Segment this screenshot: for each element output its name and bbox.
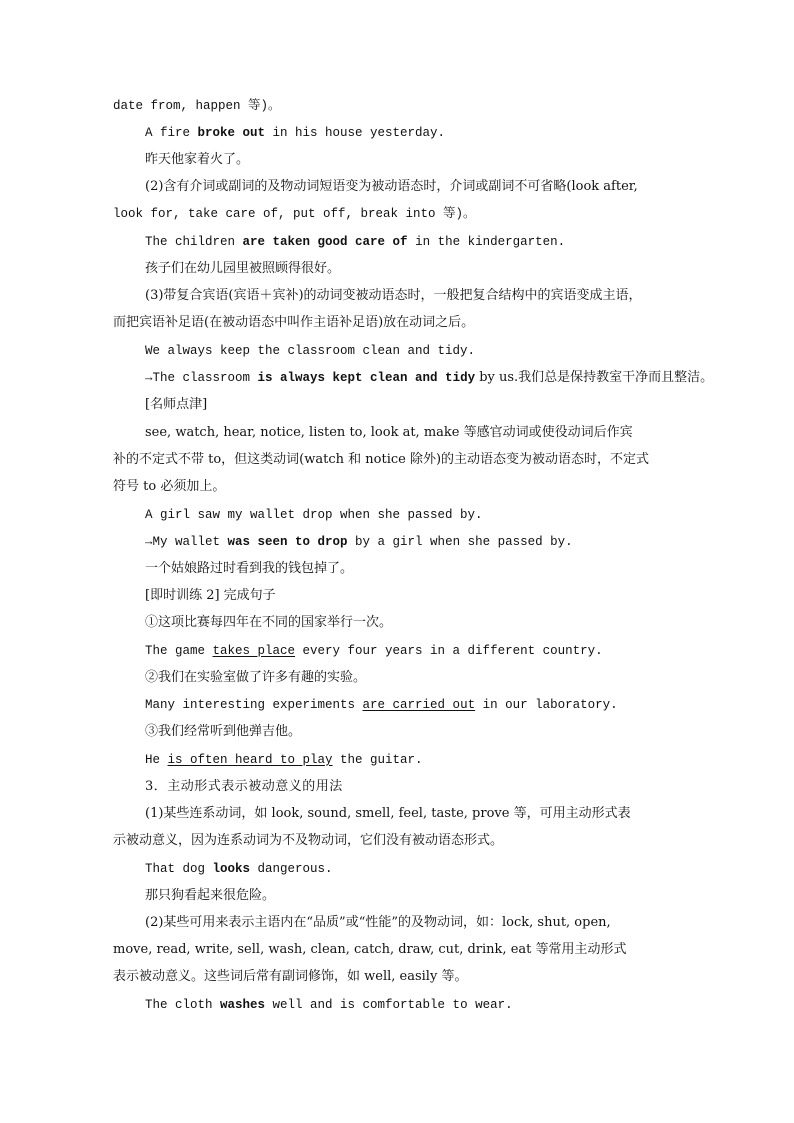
text-span: A fire: [145, 126, 198, 140]
text-span: →The classroom: [145, 371, 258, 385]
text-line: see, watch, hear, notice, listen to, look at, make 等感官动词或使役动词后作宾: [145, 425, 633, 440]
text-span: →My wallet: [145, 535, 228, 549]
text-span: in the kindergarten.: [407, 235, 566, 249]
example-sentence: [145, 124, 715, 142]
exercise-answer: [145, 642, 715, 660]
text-span: the guitar.: [332, 753, 423, 767]
answer-blank: takes place: [212, 644, 296, 658]
answer-blank: are carried out: [362, 698, 476, 712]
answer-blank: is often heard to play: [167, 753, 333, 767]
text-span: That dog: [145, 862, 213, 876]
text-span: The children: [145, 235, 243, 249]
text-line: (3)带复合宾语(宾语＋宾补)的动词变被动语态时，一般把复合结构中的宾语变成主语，: [145, 288, 642, 303]
text-line: 表示被动意义。这些词后常有副词修饰，如 well, easily 等。: [113, 969, 468, 984]
text-span: well and is comfortable to wear.: [265, 998, 513, 1012]
text-span: in his house yesterday.: [265, 126, 446, 140]
example-sentence: [145, 233, 715, 251]
text-span: Many interesting experiments: [145, 698, 363, 712]
translation-line: 昨天他家着火了。: [145, 152, 250, 167]
text-span: The cloth: [145, 998, 221, 1012]
translation-line: 孩子们在幼儿园里被照顾得很好。: [145, 261, 341, 276]
example-sentence: We always keep the classroom clean and tidy.: [145, 344, 476, 358]
example-sentence: [145, 369, 715, 387]
text-line: date from, happen 等)。: [113, 99, 281, 113]
section-heading: 3．主动形式表示被动意义的用法: [145, 779, 343, 794]
text-line: (2)含有介词或副词的及物动词短语变为被动语态时，介词或副词不可省略(look after,: [145, 179, 638, 194]
emphasis-phrase: washes: [220, 998, 266, 1012]
text-span: by a girl when she passed by.: [347, 535, 573, 549]
example-sentence: [145, 996, 715, 1014]
text-line: 符号 to 必须加上。: [113, 479, 226, 494]
translation-line: 一个姑娘路过时看到我的钱包掉了。: [145, 561, 354, 576]
exercise-prompt: ②我们在实验室做了许多有趣的实验。: [145, 670, 367, 685]
exercise-heading: [即时训练 2] 完成句子: [145, 588, 276, 603]
emphasis-phrase: is always kept clean and tidy: [257, 371, 476, 385]
emphasis-phrase: was seen to drop: [227, 535, 348, 549]
text-line: 示被动意义，因为连系动词为不及物动词，它们没有被动语态形式。: [113, 833, 504, 848]
example-sentence: [145, 533, 715, 551]
exercise-prompt: ①这项比赛每四年在不同的国家举行一次。: [145, 615, 393, 630]
text-span: The game: [145, 644, 213, 658]
text-span: by us.我们总是保持教室干净而且整洁。: [475, 370, 714, 385]
text-span: dangerous.: [250, 862, 333, 876]
text-span: He: [145, 753, 168, 767]
text-line: (2)某些可用来表示主语内在“品质”或“性能”的及物动词，如：lock, shut, open,: [145, 915, 611, 930]
translation-line: 那只狗看起来很危险。: [145, 888, 276, 903]
exercise-answer: [145, 696, 715, 714]
note-heading: [名师点津]: [145, 397, 208, 412]
text-line: 补的不定式不带 to，但这类动词(watch 和 notice 除外)的主动语态变为被动语态时，不定式: [113, 452, 650, 467]
emphasis-phrase: looks: [212, 862, 251, 876]
text-span: every four years in a different country.: [295, 644, 603, 658]
exercise-prompt: ③我们经常听到他弹吉他。: [145, 724, 302, 739]
text-line: look for, take care of, put off, break into 等)。: [113, 207, 476, 221]
example-sentence: [145, 860, 715, 878]
text-line: (1)某些连系动词，如 look, sound, smell, feel, taste, prove 等，可用主动形式表: [145, 806, 631, 821]
text-line: move, read, write, sell, wash, clean, catch, draw, cut, drink, eat 等常用主动形式: [113, 942, 627, 957]
emphasis-phrase: are taken good care of: [242, 235, 408, 249]
example-sentence: A girl saw my wallet drop when she passed by.: [145, 508, 483, 522]
text-line: 而把宾语补足语(在被动语态中叫作主语补足语)放在动词之后。: [113, 315, 475, 330]
emphasis-phrase: broke out: [197, 126, 266, 140]
exercise-answer: [145, 751, 715, 769]
text-span: in our laboratory.: [475, 698, 618, 712]
